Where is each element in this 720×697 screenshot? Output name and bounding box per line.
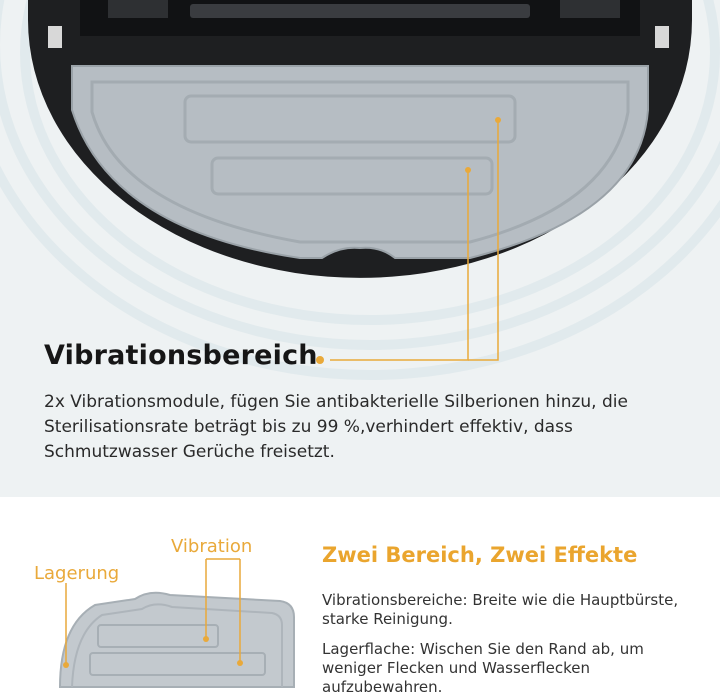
robot-wheel-right bbox=[560, 0, 620, 18]
callout-dot bbox=[465, 167, 471, 173]
callout-dot bbox=[203, 636, 209, 642]
section-heading: Vibrationsbereich bbox=[44, 340, 318, 371]
robot-clip-left bbox=[48, 26, 62, 48]
robot-slot bbox=[190, 4, 530, 18]
info-paragraph-lagerflache: Lagerflache: Wischen Sie den Rand ab, um weniger Flecken und Wasserflecken aufzubewahren. bbox=[322, 640, 644, 696]
info-paragraph-vibration: Vibrationsbereiche: Breite wie die Hauptbürste, starke Reinigung. bbox=[322, 591, 679, 628]
callout-dot bbox=[63, 662, 69, 668]
vibration-label: Vibration bbox=[171, 536, 253, 557]
robot-wheel-left bbox=[108, 0, 168, 18]
pad-diagram bbox=[0, 497, 320, 694]
section-description: 2x Vibrationsmodule, fügen Sie antibakterielle Silberionen hinzu, die Sterilisationsrate beträgt bis zu 99 %,verhindert effektiv, dass Schmutzwasser Gerüche freisetzt. bbox=[44, 392, 628, 462]
callout-dot bbox=[495, 117, 501, 123]
info-heading: Zwei Bereich, Zwei Effekte bbox=[322, 543, 638, 567]
lagerung-label: Lagerung bbox=[34, 563, 120, 584]
callout-dot bbox=[237, 660, 243, 666]
robot-clip-right bbox=[655, 26, 669, 48]
